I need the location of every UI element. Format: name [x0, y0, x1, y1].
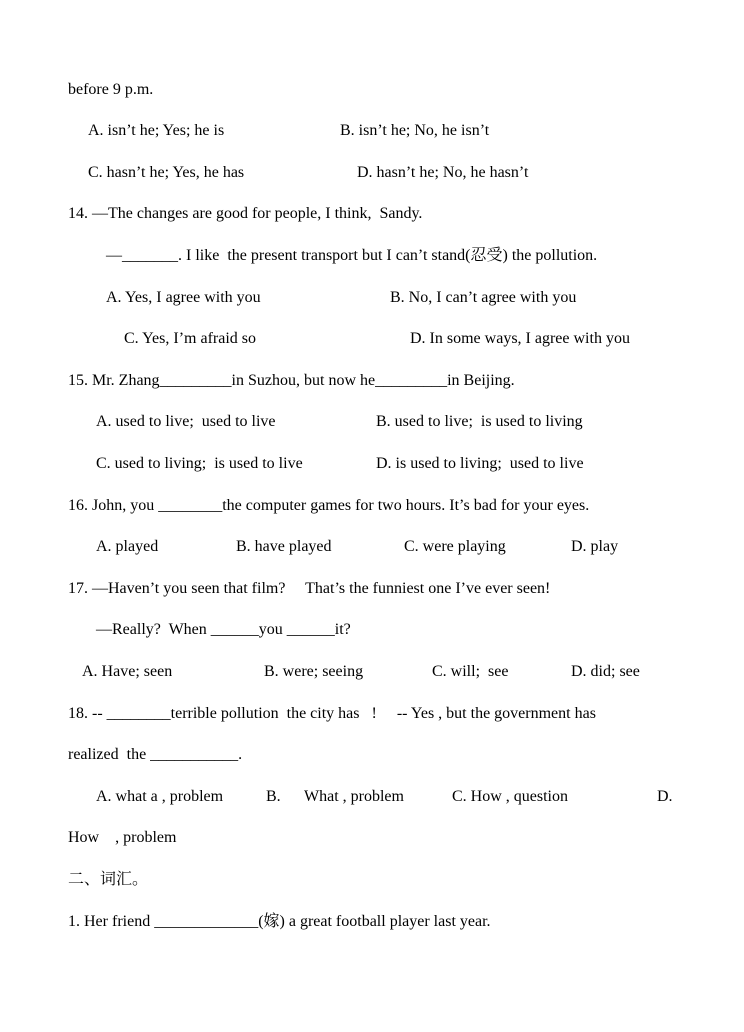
option-d: D. is used to living; used to live [376, 455, 584, 472]
option-b: B. No, I can’t agree with you [390, 289, 577, 306]
option-c: C. Yes, I’m afraid so [124, 330, 256, 347]
option-b: B. were; seeing [264, 663, 364, 680]
option-d: D. hasn’t he; No, he hasn’t [357, 164, 529, 181]
option-a: A. Have; seen [82, 663, 173, 680]
question-16: 16. John, you ________the computer games for two hours. It’s bad for your eyes. [68, 497, 590, 514]
question-17: 17. —Haven’t you seen that film? That’s the funniest one I’ve ever seen! [68, 580, 551, 597]
question-14: 14. —The changes are good for people, I think, Sandy. [68, 205, 423, 222]
question-18: 18. -- ________terrible pollution the city has ! -- Yes , but the government has [68, 705, 596, 722]
text-line: before 9 p.m. [68, 81, 154, 98]
option-c: C. were playing [404, 538, 506, 555]
option-c: C. hasn’t he; Yes, he has [88, 164, 245, 181]
option-c: C. How , question [452, 788, 568, 805]
question-15: 15. Mr. Zhang_________in Suzhou, but now he_________in Beijing. [68, 372, 515, 389]
option-b: B. have played [236, 538, 332, 555]
option-c: C. will; see [432, 663, 509, 680]
option-b: B. isn’t he; No, he isn’t [340, 122, 490, 139]
option-a: A. used to live; used to live [96, 413, 276, 430]
option-a: A. what a , problem [96, 788, 224, 805]
option-c: C. used to living; is used to live [96, 455, 303, 472]
option-d: D. In some ways, I agree with you [410, 330, 630, 347]
text-line: realized the ___________. [68, 746, 243, 763]
option-a: A. Yes, I agree with you [106, 289, 261, 306]
option-d: How , problem [68, 829, 177, 846]
option-d-label: D. [657, 788, 673, 805]
option-b: B. used to live; is used to living [376, 413, 583, 430]
option-a: A. played [96, 538, 159, 555]
text-line: —Really? When ______you ______it? [96, 621, 351, 638]
option-a: A. isn’t he; Yes; he is [88, 122, 225, 139]
section-heading: 二、词汇。 [68, 871, 149, 888]
vocab-question-1: 1. Her friend _____________(嫁) a great football player last year. [68, 913, 491, 930]
option-d: D. did; see [571, 663, 640, 680]
option-b-label: B. [266, 788, 281, 805]
option-b: What , problem [304, 788, 404, 805]
text-line: —_______. I like the present transport but I can’t stand(忍受) the pollution. [106, 247, 598, 264]
option-d: D. play [571, 538, 619, 555]
